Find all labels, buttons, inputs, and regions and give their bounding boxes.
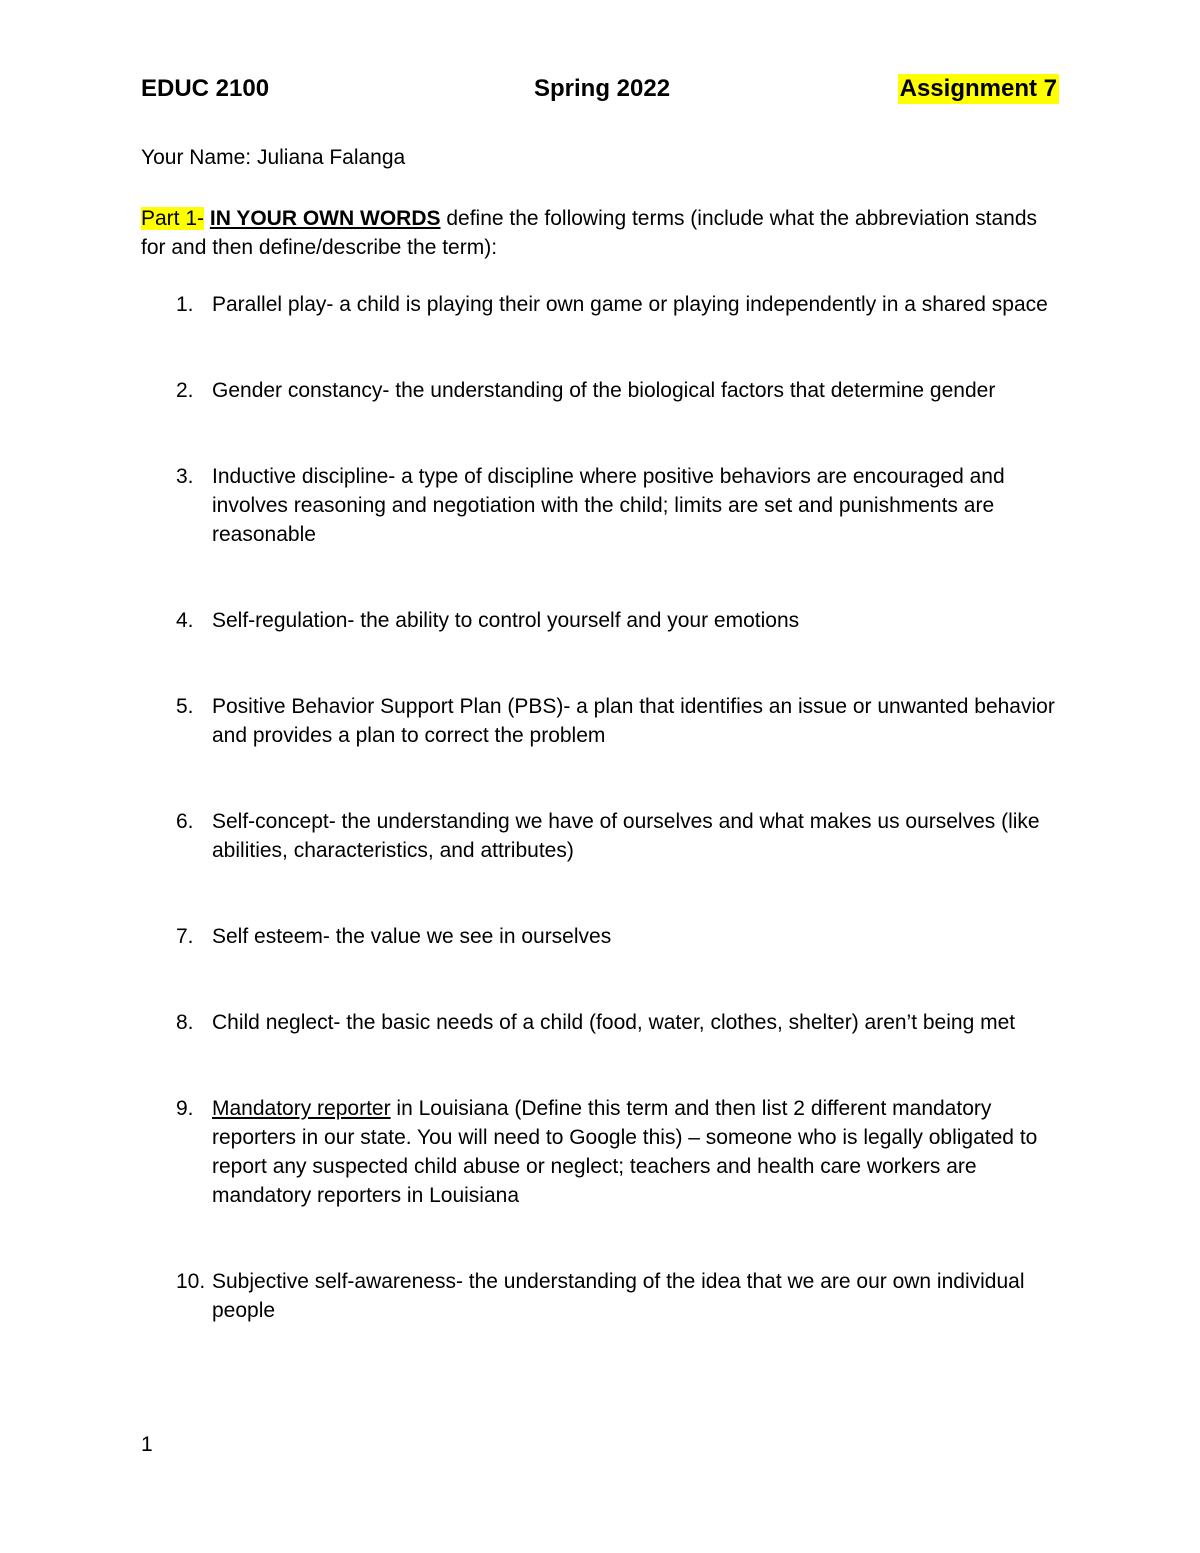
item-text: Self esteem- the value we see in ourselves: [212, 925, 612, 948]
course-code: EDUC 2100: [141, 75, 270, 102]
item-number: 9.: [176, 1097, 194, 1120]
list-item: [141, 376, 1061, 405]
item-number: 4.: [176, 609, 194, 632]
assignment-title: Assignment 7: [899, 75, 1057, 102]
item-number: 2.: [176, 379, 194, 402]
item-number: 6.: [176, 810, 194, 833]
student-name-line: Your Name: Juliana Falanga: [141, 146, 406, 169]
document-header: [141, 74, 1059, 106]
part-label: Part 1-: [141, 207, 205, 230]
item-number: 5.: [176, 695, 194, 718]
item-text: Positive Behavior Support Plan (PBS)- a plan that identifies an issue or unwanted behavior and provides a plan to correct the problem: [212, 695, 1055, 747]
item-number: 7.: [176, 925, 194, 948]
item-text: Subjective self-awareness- the understanding of the idea that we are our own individual people: [212, 1270, 1025, 1322]
item-number: 3.: [176, 465, 194, 488]
list-item: [141, 1267, 1061, 1325]
item-text: Gender constancy- the understanding of the biological factors that determine gender: [212, 379, 996, 402]
list-item: [141, 692, 1061, 750]
list-item: [141, 1008, 1061, 1037]
terms-list: [141, 290, 1061, 1325]
item-text: Child neglect- the basic needs of a child (food, water, clothes, shelter) aren’t being met: [212, 1011, 1016, 1034]
item-number: 8.: [176, 1011, 194, 1034]
list-item: [141, 606, 1061, 635]
item-number: 10.: [176, 1270, 206, 1293]
list-item: [141, 1094, 1061, 1210]
term: Spring 2022: [534, 75, 671, 102]
instructions-emphasis: IN YOUR OWN WORDS: [209, 207, 441, 230]
item-text: Self-concept- the understanding we have of ourselves and what makes us ourselves (like abilities, characteristics, and attributes): [212, 810, 1040, 862]
mandatory-reporter-term: Mandatory reporter: [212, 1097, 391, 1120]
item-text: Self-regulation- the ability to control yourself and your emotions: [212, 609, 800, 632]
list-item: [141, 922, 1061, 951]
item-text: Inductive discipline- a type of discipline where positive behaviors are encouraged and involves reasoning and negotiation with the child; limits are set and punishments are reasonable: [212, 465, 1005, 546]
page-number: 1: [141, 1433, 153, 1456]
list-item: [141, 807, 1061, 865]
list-item: [141, 290, 1061, 319]
list-item: [141, 462, 1061, 549]
item-text: in Louisiana (Define this term and then list 2 different mandatory reporters in our state. You will need to Google this) – someone who is legally obligated to report any suspected child abuse or neglect; teachers and health care workers are mandatory reporters in Louisiana: [212, 1097, 1038, 1207]
item-text: Parallel play- a child is playing their own game or playing independently in a shared space: [212, 293, 1048, 316]
item-number: 1.: [176, 293, 194, 316]
part-1-instructions: [141, 204, 1061, 262]
instructions-text: define the following terms (include what the abbreviation stands for and then define/describe the term):: [141, 207, 1038, 259]
